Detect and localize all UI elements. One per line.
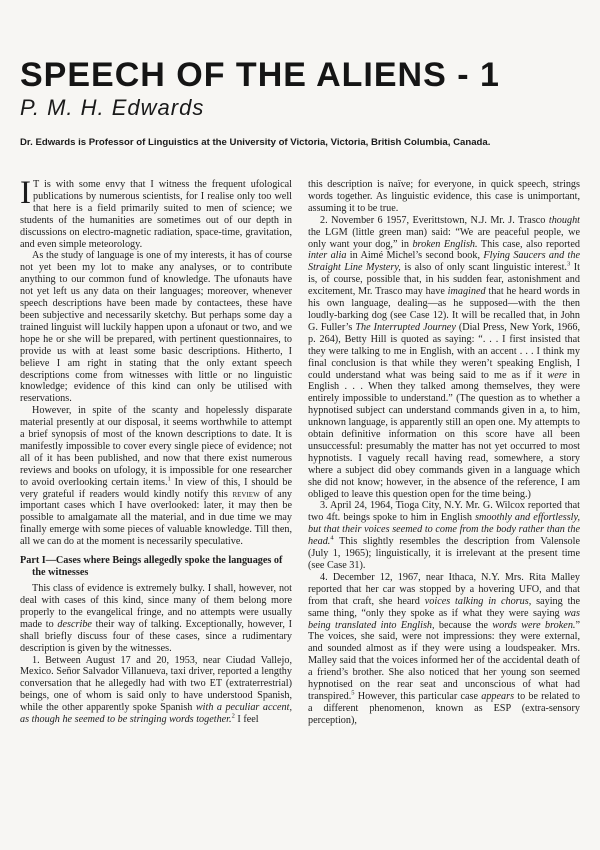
text-run: in Aimé Michel’s second book, [346, 250, 484, 262]
text-run: 3. April 24, 1964, Tioga City, N.Y. Mr. G. Wilcox reported that two 4ft. beings spoke to him in English [308, 500, 580, 524]
emphasis: imagined [447, 286, 486, 298]
paragraph-intro [20, 179, 292, 250]
right-column [308, 179, 580, 847]
book-title: Flying Saucers and the Straight Line Mystery, [308, 250, 580, 274]
book-title: The Interrupted Journey [355, 321, 456, 333]
review-word: review [232, 488, 260, 500]
text-run: that he heard words in his own language, dealing—as he supposed—with the then loudly-barking dog (see Case 12). It will be recalled that, in John G. Fuller’s [308, 286, 580, 333]
case-paragraph [20, 655, 292, 726]
emphasis: with a peculiar accent, as though he seemed to be stringing words together. [20, 702, 292, 726]
text-run: in English . . . When they talked among themselves, they were entirely impossible to understand.” (The question as to whether a hypnotised subject can understand commands given in a, to him, unknown language, is apparently still an open one. My attempts to obtain definitive information on this score have all been unsuccessful: presumably the matter has not yet occurred to most hypnotists. I vaguely recall having read, somewhere, a story where a subject did obey commands given in a language which she did not know; however, in the absence of the reference, I am obliged to leave this question open for the time being.) [308, 369, 580, 500]
emphasis: appears [481, 690, 515, 702]
emphasis: voices talking in chorus, [424, 595, 532, 607]
text-run: 2. November 6 1957, Everittstown, N.J. Mr. J. Trasco [320, 214, 549, 226]
author-affiliation: Dr. Edwards is Professor of Linguistics at the University of Victoria, Victoria, British Columbia, Canada. [20, 137, 491, 148]
paragraph-intro-text: T is with some envy that I witness the frequent ufological publications by numerous scientists, for I realise only too well that here is a field primarily suited to men of science; we students of the humanities are sometimes out of our depth in discussions on electro-magnetic radiation, space-time, gravitation, and even simple meteorology. [20, 179, 292, 250]
paragraph [20, 405, 292, 548]
emphasis: inter alia [308, 250, 347, 262]
text-run: their way of talking. Exceptionally, however, I shall briefly discuss four of these cases, since a rudimentary description is given by the witnesses. [20, 618, 292, 654]
text-run: of any important cases which I have overlooked: later, it may then be possible to amalgamate all the material, and in due time we may finally emerge with some pieces of valuable knowledge. Till then, all we can do at the moment is necessarily speculative. [20, 488, 292, 548]
emphasis: describe [57, 618, 92, 630]
footnote-ref: 2 [231, 712, 235, 720]
author-name: P. M. H. Edwards [20, 95, 205, 120]
emphasis: broken English. [412, 238, 478, 250]
text-run: This class of evidence is extremely bulky. I shall, however, not deal with cases of this kind, since many of them belong more properly to the evangelical fringe, and no attempts were usually made to [20, 583, 292, 630]
footnote-ref: 5 [351, 689, 355, 697]
emphasis: words were broken. [492, 619, 576, 631]
case-paragraph [308, 572, 580, 727]
left-column [20, 179, 292, 847]
text-run: In view of this, I should be very grateful if readers would kindly notify this [20, 476, 292, 500]
footnote-ref: 1 [167, 475, 171, 483]
text-run: saying the same thing, “only they spoke as if what they were saying [308, 595, 580, 619]
footnote-ref: 3 [566, 260, 571, 268]
paragraph: As the study of language is one of my interests, it has of course not yet been my lot to make any analyses, or to contribute anything to our common fund of knowledge. The ufonauts have not yet left us any data on their languages; moreover, whenever speech descriptions have been made by contactees, these have been subjective and necessarily sketchy. But perhaps some day a trained linguist will luckily happen upon a ufonaut or two, and we hope he or she will be prepared, with pertinent questionnaires, to provide us with at least some basic descriptions. Hitherto, I believe I am right in stating that the only extant speech descriptions come from witnesses with little or no linguistic knowledge; evidence of this kind can only be utilised with reservations. [20, 250, 292, 405]
text-run: 1. Between August 17 and 20, 1953, near Ciudad Vallejo, Mexico. Señor Salvador Villanueva, taxi driver, reported a lengthy conversation that he allegedly had with two ET (extraterrestrial) beings, one of whom is said only to have understood Spanish, while the other apparently spoke Spanish [20, 654, 292, 714]
emphasis: was being translated into English, [308, 607, 580, 631]
emphasis: smoothly and effortlessly, but that their voices seemed to come from the body rather than the head. [308, 512, 580, 548]
text-run: This slightly resembles the description from Valensole (July 1, 1965); linguistically, it is irrelevant at the present time (see Case 31). [308, 536, 580, 571]
case-paragraph [308, 215, 580, 501]
paragraph [20, 583, 292, 654]
paragraph: this description is naïve; for everyone, in quick speech, strings words together. As linguistic evidence, this case is unimportant, assuming it to be true. [308, 179, 580, 214]
text-run: However, this particular case [354, 690, 482, 702]
text-run: It is, of course, possible that, in his sudden fear, astonishment and excitement, Mr. Trasco may have [308, 262, 580, 298]
text-run: I feel [234, 714, 259, 726]
case-paragraph [308, 500, 580, 571]
text-run: (Dial Press, New York, 1966, p. 264), Betty Hill is quoted as saying: “. . . I first insisted that they were talking to me in English, with an accent . . . I think my final conclusion is that while they weren’t speaking English, I could understand what was being said to me as if it [308, 321, 580, 381]
text-run: is also of only scant linguistic interest. [400, 262, 567, 274]
text-run: because the [434, 619, 493, 631]
article-title: SPEECH OF THE ALIENS - 1 [20, 56, 500, 94]
drop-cap: I [20, 179, 31, 211]
emphasis: thought [548, 214, 580, 226]
section-heading: Part I—Cases where Beings allegedly spoke the languages of the witnesses [20, 555, 283, 579]
text-run: ” The voices, she said, were not impressions: they were external, and sounded almost as if they were using a loudspeaker. Mrs. Malley said that the voices informed her of the accidental death of a friend’s brother. She also noticed that her young son seemed hypnotised on the rear seat and unconscious of what had transpired. [308, 619, 580, 702]
text-run: to be related to a different phenomenon, known as ESP (extra-sensory perception), [308, 690, 580, 726]
text-run: the LGM (little green man) said: “We are peaceful people, we only want your dog,” in [308, 226, 580, 250]
footnote-ref: 4 [330, 534, 334, 542]
text-run: However, in spite of the scanty and hopelessly disparate material presently at our disposal, it seems worthwhile to attempt a brief synopsis of most of the known descriptions to date. It is manifestly impossible to cover every single piece of evidence; not all of it has been published, and now that there exist numerous reviews and books on ufology, it is impossible for one researcher to avoid overlooking certain items. [20, 405, 292, 488]
text-run: This case, also reported [477, 238, 580, 250]
text-run: 4. December 12, 1967, near Ithaca, N.Y. Mrs. Rita Malley reported that her car was stopped by a hovering UFO, and that from that craft, she heard [308, 571, 580, 607]
emphasis: were [547, 369, 567, 381]
